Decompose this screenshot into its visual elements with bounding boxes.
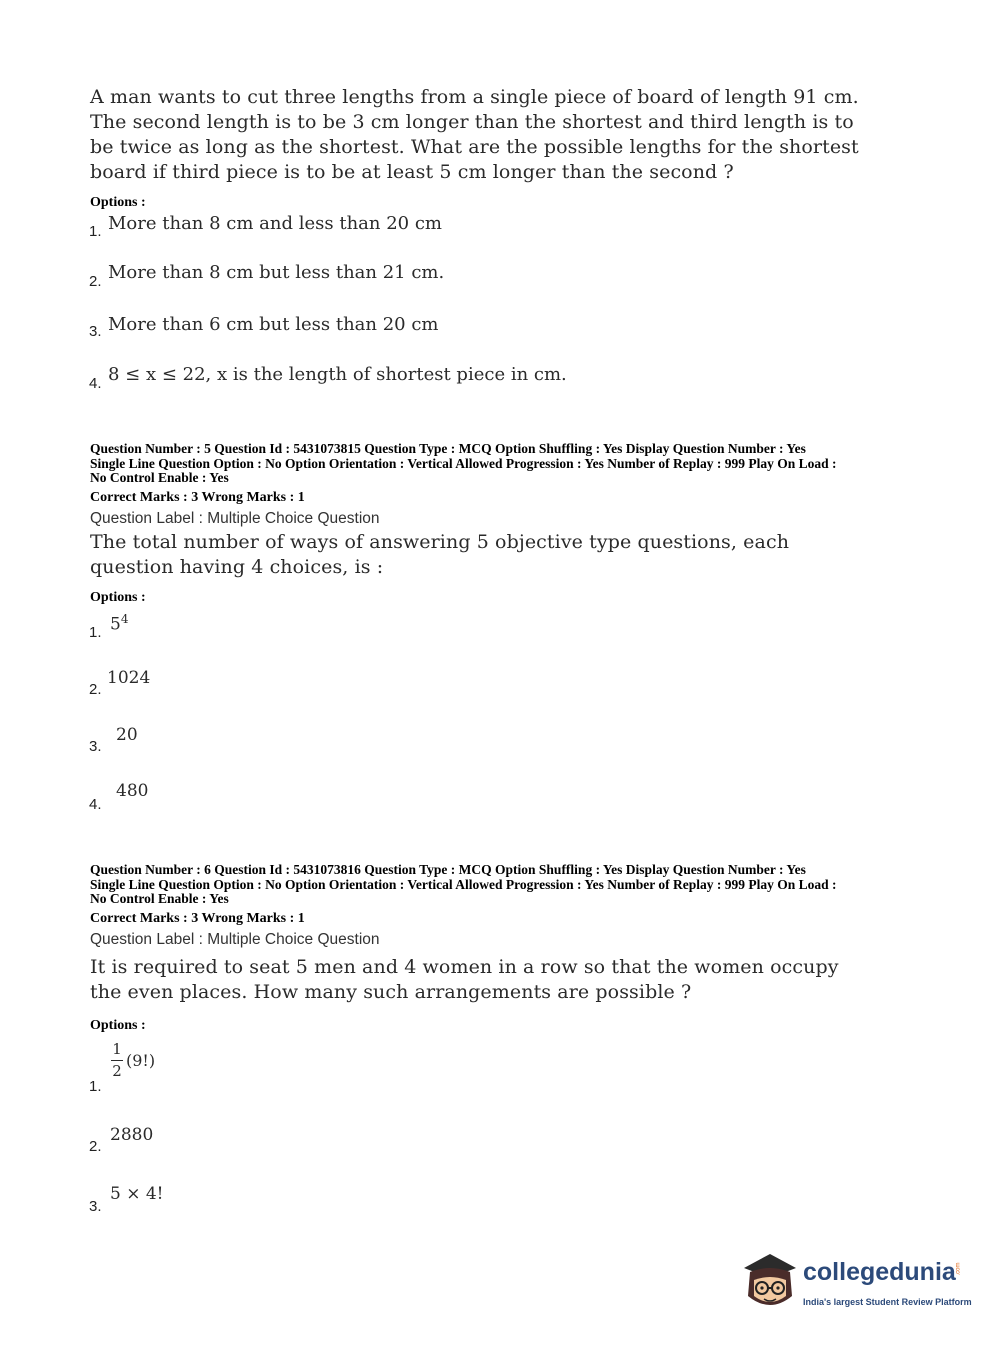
q6-option-1-numerator: 1 bbox=[112, 1040, 122, 1058]
q6-option-2-number: 2. bbox=[89, 1138, 102, 1155]
q6-option-3-number: 3. bbox=[89, 1198, 102, 1215]
q5-meta-line: Question Number : 5 Question Id : 5431073815 Question Type : MCQ Option Shuffling : Yes Display Question Number : Yes bbox=[90, 441, 806, 456]
q6-metadata bbox=[90, 863, 920, 907]
q4-option-1-number: 1. bbox=[89, 223, 102, 240]
q4-question-text bbox=[90, 85, 859, 185]
q6-option-1-fraction bbox=[111, 1040, 125, 1084]
logo-tagline: India's largest Student Review Platform bbox=[803, 1297, 972, 1307]
q6-option-1-text: (9!) bbox=[126, 1051, 156, 1070]
q6-option-1-number: 1. bbox=[89, 1078, 102, 1095]
q4-line: board if third piece is to be at least 5 cm longer than the second ? bbox=[90, 161, 734, 183]
q4-option-3-number: 3. bbox=[89, 323, 102, 340]
q5-question-text bbox=[90, 530, 789, 580]
q5-meta-line: No Control Enable : Yes bbox=[90, 470, 229, 485]
q5-meta-line: Single Line Question Option : No Option Orientation : Vertical Allowed Progression : Yes Number of Replay : 999 Play On Load : bbox=[90, 455, 837, 471]
mascot-icon bbox=[740, 1250, 802, 1316]
q5-option-1-number: 1. bbox=[89, 624, 102, 641]
q4-options-header: Options : bbox=[90, 195, 146, 210]
q4-option-2-number: 2. bbox=[89, 273, 102, 290]
q6-question-text bbox=[90, 955, 839, 1005]
q5-option-4-text: 480 bbox=[116, 781, 149, 801]
q4-line: be twice as long as the shortest. What are the possible lengths for the shortest bbox=[90, 136, 859, 158]
q6-line: the even places. How many such arrangements are possible ? bbox=[90, 981, 692, 1003]
q5-option-3-text: 20 bbox=[116, 725, 138, 745]
q6-option-2-text: 2880 bbox=[110, 1125, 154, 1145]
q5-option-3-number: 3. bbox=[89, 738, 102, 755]
q4-line: The second length is to be 3 cm longer than the shortest and third length is to bbox=[90, 111, 854, 133]
q5-options-header: Options : bbox=[90, 590, 146, 605]
q5-question-label: Question Label : Multiple Choice Question bbox=[90, 510, 380, 527]
logo-com: .com bbox=[955, 1262, 962, 1276]
q4-line: A man wants to cut three lengths from a single piece of board of length 91 cm. bbox=[90, 86, 859, 108]
q4-option-1-text: More than 8 cm and less than 20 cm bbox=[108, 213, 442, 234]
q5-marks: Correct Marks : 3 Wrong Marks : 1 bbox=[90, 490, 305, 505]
q6-meta-line: Question Number : 6 Question Id : 5431073816 Question Type : MCQ Option Shuffling : Yes Display Question Number : Yes bbox=[90, 862, 806, 877]
q6-line: It is required to seat 5 men and 4 women in a row so that the women occupy bbox=[90, 956, 839, 978]
logo-wordmark: collegedunia bbox=[803, 1258, 956, 1286]
q4-option-4-number: 4. bbox=[89, 375, 102, 392]
q5-option-4-number: 4. bbox=[89, 796, 102, 813]
collegedunia-logo bbox=[740, 1250, 970, 1320]
q5-line: question having 4 choices, is : bbox=[90, 556, 384, 578]
q4-option-4-text: 8 ≤ x ≤ 22, x is the length of shortest piece in cm. bbox=[108, 364, 567, 385]
q4-option-3-text: More than 6 cm but less than 20 cm bbox=[108, 314, 439, 335]
q4-option-2-text: More than 8 cm but less than 21 cm. bbox=[108, 262, 445, 283]
q6-options-header: Options : bbox=[90, 1018, 146, 1033]
q6-meta-line: Single Line Question Option : No Option Orientation : Vertical Allowed Progression : Yes Number of Replay : 999 Play On Load : bbox=[90, 876, 837, 892]
q6-marks: Correct Marks : 3 Wrong Marks : 1 bbox=[90, 911, 305, 926]
q5-line: The total number of ways of answering 5 objective type questions, each bbox=[90, 531, 790, 553]
q5-option-2-number: 2. bbox=[89, 681, 102, 698]
q5-option-1-base: 5 bbox=[110, 614, 121, 635]
q6-option-1-denominator: 2 bbox=[112, 1062, 122, 1080]
q5-option-2-text: 1024 bbox=[107, 668, 151, 688]
fraction-bar bbox=[111, 1060, 123, 1061]
q5-option-1-exponent: 4 bbox=[120, 612, 129, 626]
q5-option-1-text bbox=[110, 612, 128, 635]
q6-option-3-text: 5 × 4! bbox=[110, 1184, 164, 1204]
q6-question-label: Question Label : Multiple Choice Question bbox=[90, 931, 380, 948]
q5-metadata bbox=[90, 442, 920, 486]
q6-meta-line: No Control Enable : Yes bbox=[90, 891, 229, 906]
